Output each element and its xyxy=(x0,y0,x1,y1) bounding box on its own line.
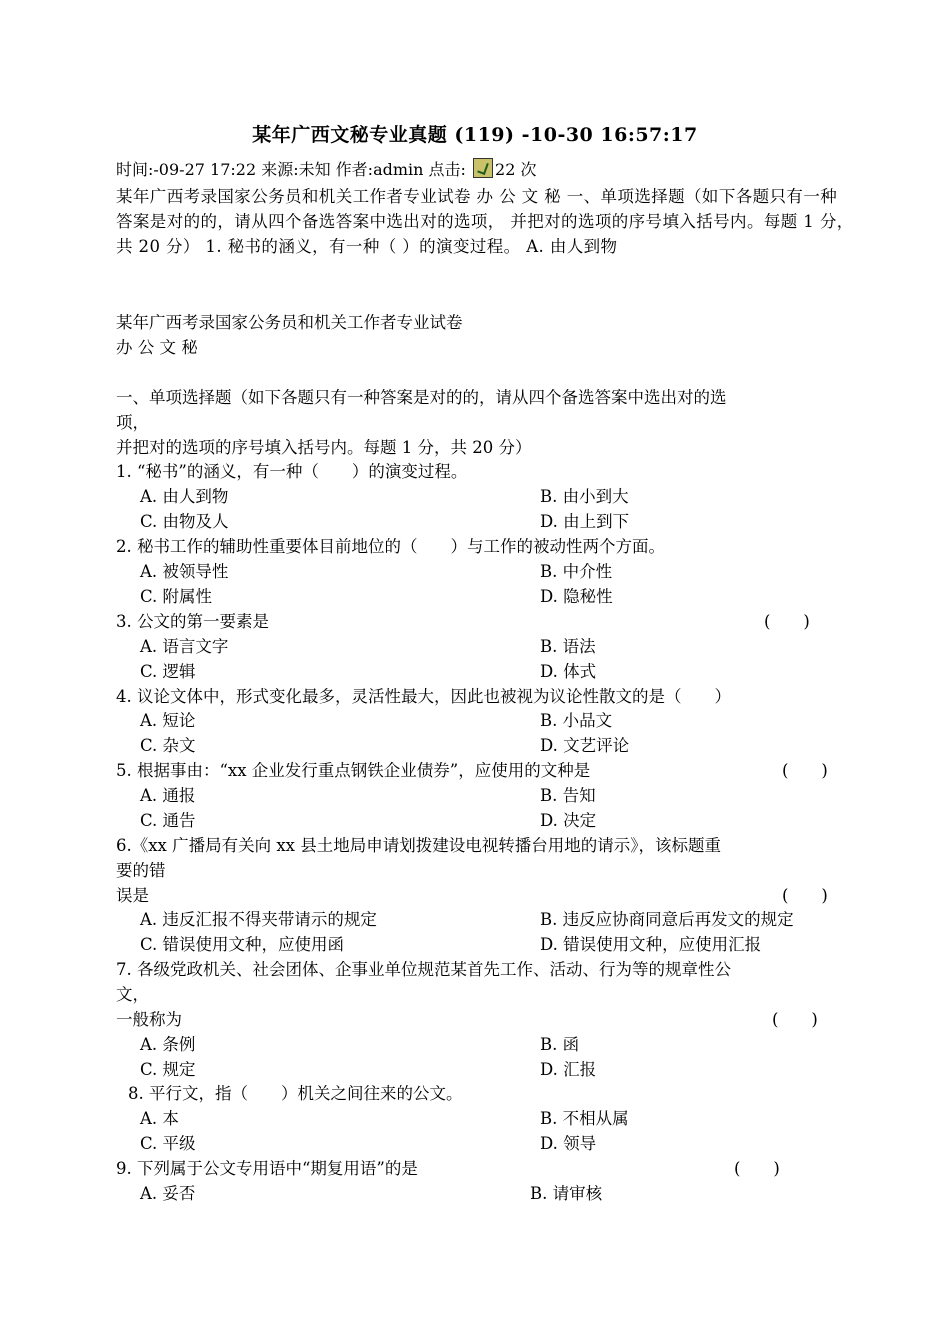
q2-option-b: B. 中介性 xyxy=(540,562,613,581)
question-9: 9. 下列属于公文专用语中“期复用语”的是 xyxy=(116,1159,418,1178)
q6-option-c: C. 错误使用文种，应使用函 xyxy=(140,935,345,954)
q2-option-a: A. 被领导性 xyxy=(140,562,229,581)
q5-option-a: A. 通报 xyxy=(140,786,196,805)
question-3: 3. 公文的第一要素是 xyxy=(116,612,269,631)
meta-suffix: 22 次 xyxy=(495,160,537,179)
q6-answer-blank: ( ) xyxy=(782,886,828,905)
q6-option-a: A. 违反汇报不得夹带请示的规定 xyxy=(140,910,377,929)
question-7-line-1: 7. 各级党政机关、社会团体、企事业单位规范某首先工作、活动、行为等的规章性公 xyxy=(116,960,731,979)
q4-option-b: B. 小品文 xyxy=(540,711,613,730)
q4-option-a: A. 短论 xyxy=(140,711,196,730)
q6-option-d: D. 错误使用文种，应使用汇报 xyxy=(540,935,762,954)
question-2: 2. 秘书工作的辅助性重要体目前地位的（ ）与工作的被动性两个方面。 xyxy=(116,537,665,556)
q1-option-d: D. 由上到下 xyxy=(540,512,630,531)
q8-option-d: D. 领导 xyxy=(540,1134,597,1153)
question-4: 4. 议论文体中，形式变化最多，灵活性最大，因此也被视为议论性散文的是（ ） xyxy=(116,687,731,706)
q4-option-c: C. 杂文 xyxy=(140,736,196,755)
q8-option-c: C. 平级 xyxy=(140,1134,196,1153)
q4-option-d: D. 文艺评论 xyxy=(540,736,630,755)
question-8: 8. 平行文，指（ ）机关之间往来的公文。 xyxy=(128,1084,463,1103)
question-7-line-2: 文， xyxy=(116,985,149,1004)
question-6-line-2: 要的错 xyxy=(116,861,166,880)
q3-option-d: D. 体式 xyxy=(540,662,597,681)
question-7-line-3: 一般称为 xyxy=(116,1010,182,1029)
q9-answer-blank: ( ) xyxy=(734,1159,780,1178)
q5-answer-blank: ( ) xyxy=(782,761,828,780)
q3-option-b: B. 语法 xyxy=(540,637,596,656)
q3-option-c: C. 逻辑 xyxy=(140,662,196,681)
section-heading-1: 一、单项选择题（如下各题只有一种答案是对的的，请从四个备选答案中选出对的选 xyxy=(116,388,727,407)
q5-option-d: D. 决定 xyxy=(540,811,597,830)
q3-answer-blank: ( ) xyxy=(764,612,810,631)
q7-option-a: A. 条例 xyxy=(140,1035,196,1054)
question-5: 5. 根据事由：“xx 企业发行重点钢铁企业债券”，应使用的文种是 xyxy=(116,761,591,780)
q7-option-d: D. 汇报 xyxy=(540,1060,597,1079)
q2-option-d: D. 隐秘性 xyxy=(540,587,613,606)
question-6-line-3: 误是 xyxy=(116,886,149,905)
intro-paragraph: 某年广西考录国家公务员和机关工作者专业试卷 办 公 文 秘 一、单项选择题（如下各题只有一种答案是对的的，请从四个备选答案中选出对的选项， 并把对的选项的序号填入括号内。每题 1 分，共 20 分） 1. 秘书的涵义，有一种（ ）的演变过程。 A. 由人到物 xyxy=(116,187,854,256)
q9-option-a: A. 妥否 xyxy=(140,1184,196,1203)
q5-option-b: B. 告知 xyxy=(540,786,596,805)
question-1: 1. “秘书”的涵义，有一种（ ）的演变过程。 xyxy=(116,462,468,481)
q7-option-c: C. 规定 xyxy=(140,1060,196,1079)
q9-option-b: B. 请审核 xyxy=(530,1184,603,1203)
section-heading-2: 项， xyxy=(116,413,149,432)
q1-option-c: C. 由物及人 xyxy=(140,512,229,531)
q7-answer-blank: ( ) xyxy=(772,1010,818,1029)
header-line-1: 某年广西考录国家公务员和机关工作者专业试卷 xyxy=(116,313,463,332)
q1-option-a: A. 由人到物 xyxy=(140,487,229,506)
q3-option-a: A. 语言文字 xyxy=(140,637,229,656)
section-heading-3: 并把对的选项的序号填入括号内。每题 1 分，共 20 分） xyxy=(116,438,532,457)
q5-option-c: C. 通告 xyxy=(140,811,196,830)
header-line-2: 办 公 文 秘 xyxy=(116,338,198,357)
q8-option-b: B. 不相从属 xyxy=(540,1109,629,1128)
meta-line xyxy=(116,157,536,182)
page-title: 某年广西文秘专业真题 (119) -10-30 16:57:17 xyxy=(252,124,698,146)
meta-prefix: 时间:-09-27 17:22 来源:未知 作者:admin 点击: xyxy=(116,160,472,179)
q7-option-b: B. 函 xyxy=(540,1035,580,1054)
question-6-line-1: 6.《xx 广播局有关向 xx 县土地局申请划拨建设电视转播台用地的请示》，该标题重 xyxy=(116,836,721,855)
hits-icon xyxy=(473,158,493,178)
q8-option-a: A. 本 xyxy=(140,1109,179,1128)
q2-option-c: C. 附属性 xyxy=(140,587,213,606)
q6-option-b: B. 违反应协商同意后再发文的规定 xyxy=(540,910,794,929)
q1-option-b: B. 由小到大 xyxy=(540,487,629,506)
